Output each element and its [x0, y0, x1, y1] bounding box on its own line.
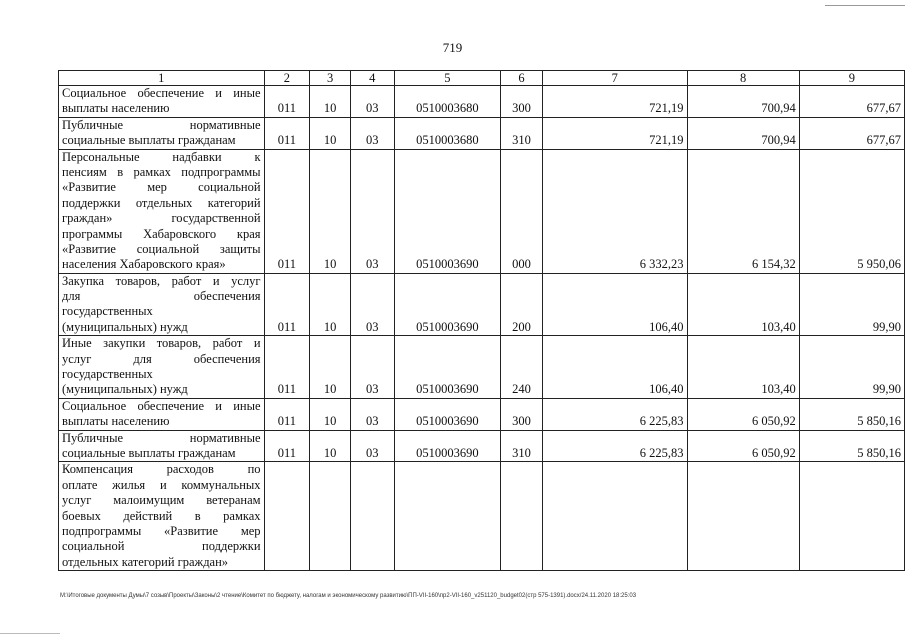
column-header: 5: [394, 71, 500, 86]
section-cell: 10: [310, 336, 351, 399]
expense-name-cell: [59, 462, 265, 571]
expense-name-cell: [59, 273, 265, 336]
amount-cell: 99,90: [799, 273, 904, 336]
target-article-cell: 0510003690: [394, 149, 500, 273]
amount-cell: 700,94: [687, 86, 799, 118]
expense-name-line: Социальное обеспечение и иные: [62, 86, 261, 100]
code-cell: 011: [264, 273, 310, 336]
expense-name-line: выплаты населению: [62, 414, 170, 429]
expense-type-cell: 310: [501, 117, 543, 149]
expense-name-line: государственных: [62, 304, 153, 319]
column-header: 7: [542, 71, 687, 86]
amount-cell: 6 225,83: [542, 430, 687, 462]
column-header: 4: [350, 71, 394, 86]
amount-cell: 6 154,32: [687, 149, 799, 273]
amount-cell: 5 950,06: [799, 149, 904, 273]
expense-name-line: боевых действий в рамках: [62, 508, 261, 523]
table-row: [59, 149, 905, 273]
section-cell: 10: [310, 86, 351, 118]
section-cell: 10: [310, 398, 351, 430]
expense-name-line: оплате жилья и коммунальных: [62, 477, 261, 492]
table-row: [59, 462, 905, 571]
expense-name-line: (муниципальных) нужд: [62, 382, 188, 397]
expense-name-line: (муниципальных) нужд: [62, 319, 188, 334]
code-cell: 011: [264, 398, 310, 430]
column-header: 6: [501, 71, 543, 86]
expense-name-cell: [59, 149, 265, 273]
page-edge-line: [0, 633, 60, 634]
expense-name-line: государственных: [62, 367, 153, 382]
column-header: 1: [59, 71, 265, 86]
table-row: [59, 117, 905, 149]
expense-type-cell: [501, 462, 543, 571]
expense-name-line: населения Хабаровского края»: [62, 257, 226, 272]
expense-name-line: Социальное обеспечение и иные: [62, 398, 261, 413]
expense-name-cell: [59, 398, 265, 430]
subsection-cell: 03: [350, 117, 394, 149]
file-path-footer: M:\Итоговые документы Думы\7 созыв\Проекты\Законы\2 чтение\Комитет по бюджету, налогам и экономическому развитию\ПП-VII-160\пр2-VII-160_v251120_budget02(стр 575-1391).docx/24.11.2020 18:25:03: [60, 593, 637, 599]
expense-name-line: Персональные надбавки к: [62, 149, 261, 164]
amount-cell: 99,90: [799, 336, 904, 399]
expense-name-line: социальные выплаты гражданам: [62, 133, 236, 148]
target-article-cell: 0510003680: [394, 86, 500, 118]
expense-type-cell: 310: [501, 430, 543, 462]
amount-cell: [687, 462, 799, 571]
expense-name-cell: [59, 430, 265, 462]
amount-cell: 721,19: [542, 86, 687, 118]
amount-cell: 106,40: [542, 336, 687, 399]
amount-cell: 6 225,83: [542, 398, 687, 430]
expense-name-line: для обеспечения: [62, 289, 261, 304]
amount-cell: 6 050,92: [687, 430, 799, 462]
expense-name-line: Закупка товаров, работ и услуг: [62, 273, 261, 288]
amount-cell: 106,40: [542, 273, 687, 336]
amount-cell: [542, 462, 687, 571]
column-header: 9: [799, 71, 904, 86]
subsection-cell: [350, 462, 394, 571]
budget-table: [58, 70, 905, 571]
table-row: [59, 273, 905, 336]
subsection-cell: 03: [350, 398, 394, 430]
page-number: 719: [442, 40, 463, 55]
code-cell: 011: [264, 430, 310, 462]
expense-name-line: «Развитие социальной защиты: [62, 241, 261, 256]
amount-cell: 6 050,92: [687, 398, 799, 430]
expense-type-cell: 300: [501, 86, 543, 118]
subsection-cell: 03: [350, 86, 394, 118]
target-article-cell: 0510003690: [394, 336, 500, 399]
section-cell: 10: [310, 117, 351, 149]
expense-name-line: услуг малоимущим ветеранам: [62, 493, 261, 508]
code-cell: [264, 462, 310, 571]
amount-cell: 103,40: [687, 273, 799, 336]
expense-name-line: отдельных категорий граждан»: [62, 554, 229, 569]
expense-name-line: программы Хабаровского края: [62, 226, 261, 241]
amount-cell: 5 850,16: [799, 398, 904, 430]
subsection-cell: 03: [350, 430, 394, 462]
column-header: 3: [310, 71, 351, 86]
expense-name-line: пенсиям в рамках подпрограммы: [62, 164, 261, 179]
expense-name-line: социальной поддержки: [62, 539, 261, 554]
amount-cell: 103,40: [687, 336, 799, 399]
amount-cell: 5 850,16: [799, 430, 904, 462]
amount-cell: 677,67: [799, 86, 904, 118]
target-article-cell: [394, 462, 500, 571]
expense-name-line: выплаты населению: [62, 101, 170, 116]
section-cell: 10: [310, 273, 351, 336]
code-cell: 011: [264, 117, 310, 149]
target-article-cell: 0510003680: [394, 117, 500, 149]
section-cell: 10: [310, 430, 351, 462]
expense-name-line: Публичные нормативные: [62, 430, 261, 445]
expense-name-line: поддержки отдельных категорий: [62, 195, 261, 210]
expense-name-line: Публичные нормативные: [62, 117, 261, 132]
column-header-row: [59, 71, 905, 86]
expense-type-cell: 200: [501, 273, 543, 336]
code-cell: 011: [264, 149, 310, 273]
code-cell: 011: [264, 86, 310, 118]
expense-name-line: услуг для обеспечения: [62, 351, 261, 366]
amount-cell: 6 332,23: [542, 149, 687, 273]
target-article-cell: 0510003690: [394, 398, 500, 430]
column-header: 2: [264, 71, 310, 86]
subsection-cell: 03: [350, 336, 394, 399]
expense-name-cell: [59, 336, 265, 399]
amount-cell: 721,19: [542, 117, 687, 149]
expense-name-line: социальные выплаты гражданам: [62, 445, 236, 460]
expense-name-line: Иные закупки товаров, работ и: [62, 336, 261, 351]
amount-cell: 700,94: [687, 117, 799, 149]
table-row: [59, 398, 905, 430]
subsection-cell: 03: [350, 273, 394, 336]
expense-name-cell: [59, 117, 265, 149]
amount-cell: [799, 462, 904, 571]
section-cell: 10: [310, 149, 351, 273]
expense-name-line: подпрограммы «Развитие мер: [62, 523, 261, 538]
expense-name-line: Компенсация расходов по: [62, 462, 261, 477]
section-cell: [310, 462, 351, 571]
page-edge-line: [825, 5, 905, 6]
table-row: [59, 336, 905, 399]
expense-type-cell: 300: [501, 398, 543, 430]
expense-type-cell: 240: [501, 336, 543, 399]
subsection-cell: 03: [350, 149, 394, 273]
amount-cell: 677,67: [799, 117, 904, 149]
expense-name-cell: [59, 86, 265, 118]
expense-name-line: граждан» государственной: [62, 211, 261, 226]
expense-name-line: «Развитие мер социальной: [62, 180, 261, 195]
table-row: [59, 86, 905, 118]
code-cell: 011: [264, 336, 310, 399]
target-article-cell: 0510003690: [394, 430, 500, 462]
expense-type-cell: 000: [501, 149, 543, 273]
target-article-cell: 0510003690: [394, 273, 500, 336]
table-row: [59, 430, 905, 462]
column-header: 8: [687, 71, 799, 86]
